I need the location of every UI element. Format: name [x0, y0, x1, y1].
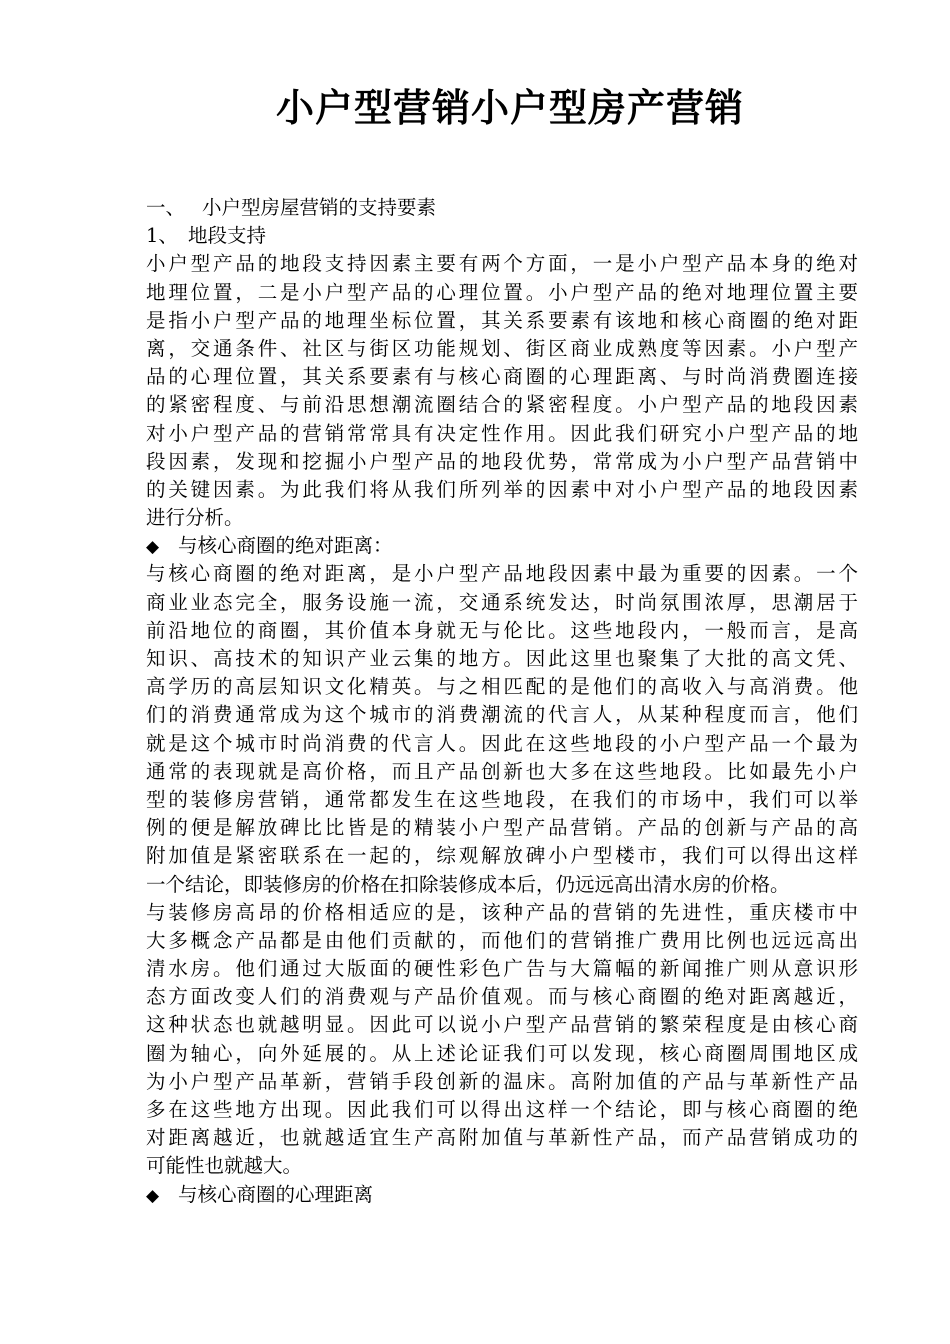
diamond-bullet-icon: ◆ — [146, 537, 160, 558]
paragraph-line: 品的心理位置，其关系要素有与核心商圈的心理距离、与时尚消费圈连接 — [146, 365, 858, 389]
paragraph-line: 高学历的高层知识文化精英。与之相匹配的是他们的高收入与高消费。他 — [146, 675, 858, 699]
paragraph-absolute-distance — [146, 560, 866, 1180]
subsection-heading — [146, 222, 866, 250]
section-heading — [146, 194, 866, 222]
paragraph-line: 是指小户型产品的地理坐标位置，其关系要素有该地和核心商圈的绝对距 — [146, 308, 858, 332]
section-number: 一、 — [146, 196, 186, 219]
bullet-heading-psychological-distance — [146, 1181, 866, 1209]
paragraph-line: 地理位置，二是小户型产品的心理位置。小户型产品的绝对地理位置主要 — [146, 280, 858, 304]
paragraph-line: 知识、高技术的知识产业云集的地方。因此这里也聚集了大批的高文凭、 — [146, 647, 858, 670]
section-heading-text: 小户型房屋营销的支持要素 — [202, 196, 437, 219]
paragraph-line: 大多概念产品都是由他们贡献的，而他们的营销推广费用比例也远远高出 — [146, 928, 858, 952]
diamond-bullet-icon: ◆ — [146, 1185, 160, 1206]
document-title: 小户型营销小户型房产营销 — [275, 86, 744, 130]
bullet-heading-text: 与核心商圈的心理距离 — [178, 1182, 374, 1206]
paragraph-line: 进行分析。 — [146, 506, 244, 530]
paragraph-line: 可能性也就越大。 — [146, 1154, 303, 1178]
paragraph-line: 对距离越近，也就越适宜生产高附加值与革新性产品，而产品营销成功的 — [146, 1126, 858, 1150]
paragraph-line: 离，交通条件、社区与街区功能规划、街区商业成熟度等因素。小户型产 — [146, 336, 858, 360]
paragraph-line: 与核心商圈的绝对距离，是小户型产品地段因素中最为重要的因素。一个 — [146, 562, 858, 586]
subsection-heading-text: 地段支持 — [188, 224, 267, 248]
bullet-heading-absolute-distance — [146, 532, 866, 560]
document-body — [146, 194, 866, 1209]
paragraph-line: 就是这个城市时尚消费的代言人。因此在这些地段的小户型产品一个最为 — [146, 731, 858, 755]
paragraph-line: 前沿地位的商圈，其价值本身就无与伦比。这些地段内，一般而言，是高 — [146, 618, 858, 642]
paragraph-line: 商业业态完全，服务设施一流，交通系统发达，时尚氛围浓厚，思潮居于 — [146, 590, 858, 614]
paragraph-line: 圈为轴心，向外延展的。从上述论证我们可以发现，核心商圈周围地区成 — [146, 1041, 858, 1065]
paragraph-line: 清水房。他们通过大版面的硬性彩色广告与大篇幅的新闻推广则从意识形 — [146, 957, 858, 981]
subsection-number: 1、 — [146, 224, 178, 248]
paragraph-line: 段因素，发现和挖掘小户型产品的地段优势，常常成为小户型产品营销中 — [146, 449, 858, 473]
bullet-heading-text: 与核心商圈的绝对距离： — [178, 534, 393, 558]
paragraph-line: 与装修房高昂的价格相适应的是，该种产品的营销的先进性，重庆楼市中 — [146, 900, 858, 924]
paragraph-line: 的关键因素。为此我们将从我们所列举的因素中对小户型产品的地段因素 — [146, 477, 858, 501]
paragraph-line: 多在这些地方出现。因此我们可以得出这样一个结论，即与核心商圈的绝 — [146, 1098, 858, 1121]
paragraph-line: 为小户型产品革新，营销手段创新的温床。高附加值的产品与革新性产品 — [146, 1069, 858, 1093]
paragraph-line: 一个结论，即装修房的价格在扣除装修成本后，仍远远高出清水房的价格。 — [146, 872, 790, 896]
paragraph-line: 例的便是解放碑比比皆是的精装小户型产品营销。产品的创新与产品的高 — [146, 816, 858, 840]
paragraph-line: 小户型产品的地段支持因素主要有两个方面，一是小户型产品本身的绝对 — [146, 252, 858, 276]
paragraph-line: 通常的表现就是高价格，而且产品创新也大多在这些地段。比如最先小户 — [146, 759, 858, 783]
paragraph-line: 型的装修房营销，通常都发生在这些地段，在我们的市场中，我们可以举 — [146, 787, 858, 811]
paragraph-line: 对小户型产品的营销常常具有决定性作用。因此我们研究小户型产品的地 — [146, 421, 858, 445]
paragraph-line: 态方面改变人们的消费观与产品价值观。而与核心商圈的绝对距离越近， — [146, 985, 858, 1009]
paragraph-line: 这种状态也就越明显。因此可以说小户型产品营销的繁荣程度是由核心商 — [146, 1013, 858, 1037]
paragraph-line: 附加值是紧密联系在一起的，综观解放碑小户型楼市，我们可以得出这样 — [146, 844, 858, 868]
paragraph-line: 们的消费通常成为这个城市的消费潮流的代言人，从某种程度而言，他们 — [146, 703, 858, 727]
paragraph-location-support — [146, 250, 866, 532]
paragraph-line: 的紧密程度、与前沿思想潮流圈结合的紧密程度。小户型产品的地段因素 — [146, 393, 858, 417]
